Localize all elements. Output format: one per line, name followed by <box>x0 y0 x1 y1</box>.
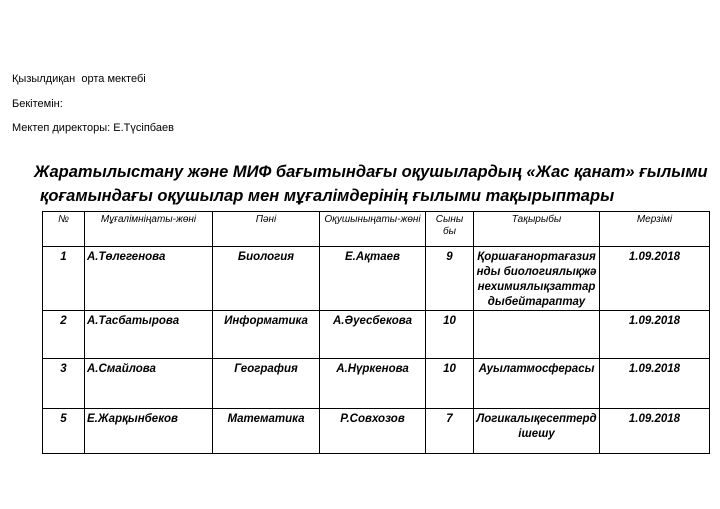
teacher-name: Е.Жарқынбеков <box>85 409 213 454</box>
column-header-number: № <box>43 212 85 247</box>
column-header-topic: Тақырыбы <box>474 212 600 247</box>
column-header-date: Мерзімі <box>600 212 710 247</box>
topic: Ауылатмосферасы <box>474 359 600 409</box>
topics-table <box>42 211 710 454</box>
subject: Математика <box>213 409 320 454</box>
student-name: Р.Совхозов <box>320 409 426 454</box>
row-number: 2 <box>43 311 85 359</box>
grade: 10 <box>426 311 474 359</box>
table-row <box>43 409 710 454</box>
row-number: 3 <box>43 359 85 409</box>
topic: Логикалықесептердішешу <box>474 409 600 454</box>
date: 1.09.2018 <box>600 359 710 409</box>
student-name: Е.Ақтаев <box>320 247 426 311</box>
grade: 9 <box>426 247 474 311</box>
approval-label: Бекітемін: <box>12 98 63 110</box>
column-header-student: Оқушыныңаты-жөні <box>320 212 426 247</box>
table-row <box>43 247 710 311</box>
column-header-grade: Сыны бы <box>426 212 474 247</box>
date: 1.09.2018 <box>600 311 710 359</box>
student-name: А.Нүркенова <box>320 359 426 409</box>
director-line: Мектеп директоры: Е.Түсіпбаев <box>12 122 174 134</box>
teacher-name: А.Смайлова <box>85 359 213 409</box>
topic: Қоршағанортағазиянды биологиялықжәнехимиялықзаттардыбейтараптау <box>474 247 600 311</box>
row-number: 5 <box>43 409 85 454</box>
topic <box>474 311 600 359</box>
student-name: А.Әуесбекова <box>320 311 426 359</box>
document-title-line-1: Жаратылыстану және МИФ бағытындағы оқушылардың «Жас қанат» ғылыми <box>34 163 708 181</box>
column-header-subject: Пәні <box>213 212 320 247</box>
table-row <box>43 311 710 359</box>
grade: 7 <box>426 409 474 454</box>
school-name: Қызылдиқан орта мектебі <box>12 73 146 85</box>
subject: Биология <box>213 247 320 311</box>
subject: География <box>213 359 320 409</box>
teacher-name: А.Тасбатырова <box>85 311 213 359</box>
subject: Информатика <box>213 311 320 359</box>
grade: 10 <box>426 359 474 409</box>
date: 1.09.2018 <box>600 409 710 454</box>
row-number: 1 <box>43 247 85 311</box>
teacher-name: А.Төлегенова <box>85 247 213 311</box>
table-header-row <box>43 212 710 247</box>
date: 1.09.2018 <box>600 247 710 311</box>
document-title-line-2: қоғамындағы оқушылар мен мұғалімдерінің ғылыми тақырыптары <box>40 187 615 205</box>
table-row <box>43 359 710 409</box>
column-header-teacher: Мұғалімніңаты-жөні <box>85 212 213 247</box>
